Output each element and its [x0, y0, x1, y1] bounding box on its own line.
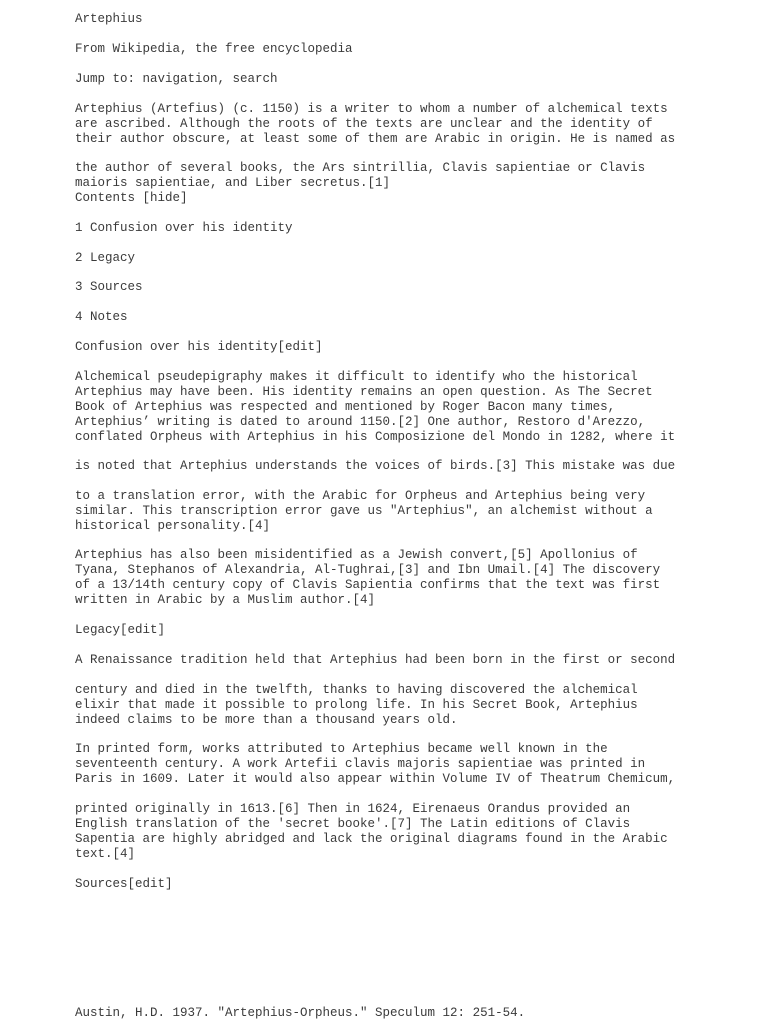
intro-paragraph-2: the author of several books, the Ars sintrillia, Clavis sapientiae or Clavis maioris sapientiae, and Liber secretus.[1] Contents [hide] — [75, 161, 646, 205]
legacy-paragraph-2: century and died in the twelfth, thanks to having discovered the alchemical elixir that made it possible to prolong life. In his Secret Book, Artephius indeed claims to be more than a thousand years old. — [75, 683, 638, 727]
toc-item-1[interactable]: 1 Confusion over his identity — [75, 221, 293, 235]
confusion-paragraph-2: is noted that Artephius understands the voices of birds.[3] This mistake was due — [75, 459, 676, 473]
intro-paragraph-1: Artephius (Artefius) (c. 1150) is a writer to whom a number of alchemical texts are ascribed. Although the roots of the texts are unclear and the identity of their author obscure, at least some of them are Arabic in origin. He is named as — [75, 102, 676, 146]
article-title: Artephius — [75, 12, 143, 26]
confusion-paragraph-1: Alchemical pseudepigraphy makes it difficult to identify who the historical Artephius may have been. His identity remains an open question. As The Secret Book of Artephius was respected and mentioned by Roger Bacon many times, Artephius’ writing is dated to around 1150.[2] One author, Restoro d'Arezzo, conflated Orpheus with Artephius in his Composizione del Mondo in 1282, where it — [75, 370, 676, 444]
toc-item-4[interactable]: 4 Notes — [75, 310, 128, 324]
source-line: From Wikipedia, the free encyclopedia — [75, 42, 353, 56]
confusion-paragraph-4: Artephius has also been misidentified as a Jewish convert,[5] Apollonius of Tyana, Stephanos of Alexandria, Al-Tughrai,[3] and Ibn Umail.[4] The discovery of a 13/14th century copy of Clavis Sapientia confirms that the text was first written in Arabic by a Muslim author.[4] — [75, 548, 661, 607]
legacy-paragraph-3: In printed form, works attributed to Artephius became well known in the seventeenth century. A work Artefii clavis majoris sapientiae was printed in Paris in 1609. Later it would also appear within Volume IV of Theatrum Chemicum, — [75, 742, 676, 786]
source-entry: Austin, H.D. 1937. "Artephius-Orpheus." Speculum 12: 251-54. — [75, 1006, 526, 1020]
jump-to-line: Jump to: navigation, search — [75, 72, 278, 86]
toc-item-3[interactable]: 3 Sources — [75, 280, 143, 294]
section-heading-legacy: Legacy[edit] — [75, 623, 166, 637]
confusion-paragraph-3: to a translation error, with the Arabic for Orpheus and Artephius being very similar. This transcription error gave us "Artephius", an alchemist without a historical personality.[4] — [75, 489, 653, 533]
legacy-paragraph-1: A Renaissance tradition held that Artephius had been born in the first or second — [75, 653, 676, 667]
legacy-paragraph-4: printed originally in 1613.[6] Then in 1624, Eirenaeus Orandus provided an English translation of the 'secret booke'.[7] The Latin editions of Clavis Sapentia are highly abridged and lack the original diagrams found in the Arabic text.[4] — [75, 802, 668, 861]
section-heading-confusion: Confusion over his identity[edit] — [75, 340, 323, 354]
toc-item-2[interactable]: 2 Legacy — [75, 251, 136, 265]
section-heading-sources: Sources[edit] — [75, 877, 173, 891]
